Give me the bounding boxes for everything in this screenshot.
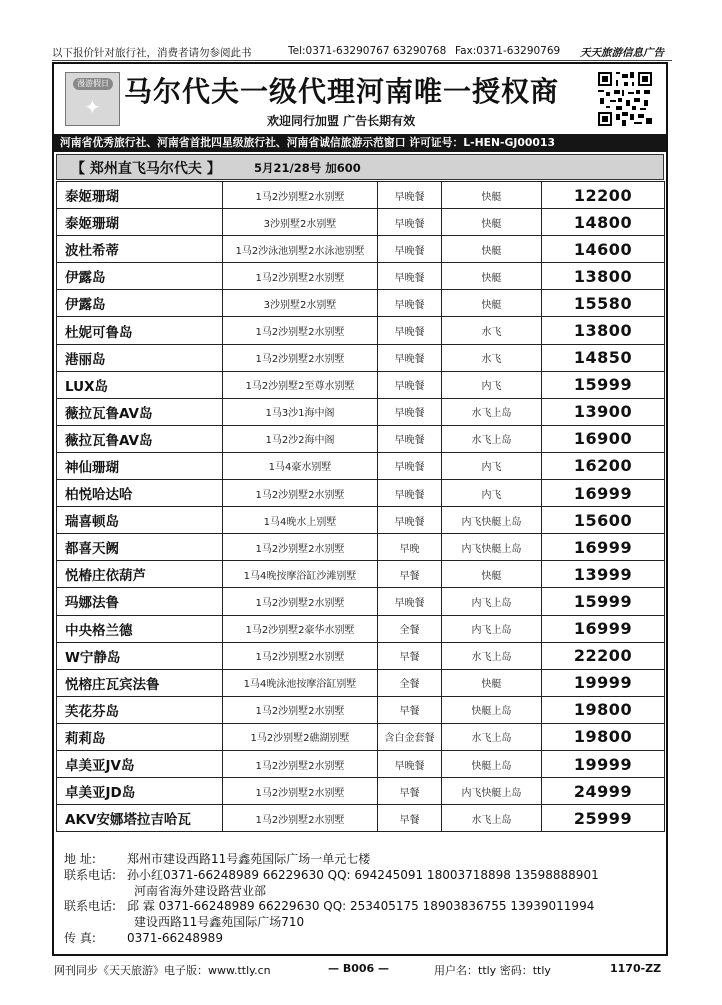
transfer-type: 水飞上岛: [442, 425, 542, 452]
table-row: [57, 642, 665, 669]
room-config: 1马2沙别墅2水别墅: [223, 588, 378, 615]
meal-plan: 早晚餐: [378, 588, 442, 615]
meal-plan: 早晚餐: [378, 425, 442, 452]
transfer-type: 内飞: [442, 452, 542, 479]
transfer-type: 快艇: [442, 209, 542, 236]
page-number: — B006 —: [328, 962, 390, 975]
qr-code-icon: [596, 70, 654, 128]
transfer-type: 内飞上岛: [442, 615, 542, 642]
route-header: [56, 154, 664, 180]
transfer-type: 内飞: [442, 480, 542, 507]
room-config: 1马2沙别墅2水别墅: [223, 182, 378, 209]
transfer-type: 内飞快艇上岛: [442, 534, 542, 561]
transfer-type: 水飞: [442, 344, 542, 371]
table-row: [57, 371, 665, 398]
footer-line: [52, 960, 672, 978]
meal-plan: 早晚餐: [378, 452, 442, 479]
meal-plan: 早餐: [378, 805, 442, 832]
meal-plan: 早餐: [378, 642, 442, 669]
package-price: 15600: [542, 507, 665, 534]
transfer-type: 快艇: [442, 236, 542, 263]
room-config: 3沙别墅2水别墅: [223, 290, 378, 317]
transfer-type: 内飞上岛: [442, 588, 542, 615]
package-price: 15580: [542, 290, 665, 317]
meal-plan: 早晚餐: [378, 750, 442, 777]
transfer-type: 水飞上岛: [442, 723, 542, 750]
meal-plan: 早晚餐: [378, 480, 442, 507]
transfer-type: 内飞快艇上岛: [442, 507, 542, 534]
room-config: 1马2沙别墅2水别墅: [223, 344, 378, 371]
package-price: 25999: [542, 805, 665, 832]
package-price: 19999: [542, 750, 665, 777]
table-row: [57, 182, 665, 209]
room-config: 1马2沙别墅2水别墅: [223, 263, 378, 290]
transfer-type: 快艇: [442, 182, 542, 209]
package-price: 15999: [542, 371, 665, 398]
issue-code: 1170-ZZ: [610, 962, 662, 975]
address-label: 地 址:: [64, 852, 96, 866]
resort-name: 伊露岛: [57, 263, 223, 290]
table-row: [57, 723, 665, 750]
table-row: [57, 561, 665, 588]
resort-name: 杜妮可鲁岛: [57, 317, 223, 344]
header-line: [52, 42, 672, 61]
resort-name: 薇拉瓦鲁AV岛: [57, 425, 223, 452]
room-config: 1马4豪水别墅: [223, 452, 378, 479]
meal-plan: 早晚餐: [378, 344, 442, 371]
resort-name: 芙花芬岛: [57, 696, 223, 723]
address2-value: 建设西路11号鑫苑国际广场710: [134, 915, 305, 930]
room-config: 1马2沙别墅2至尊水别墅: [223, 371, 378, 398]
table-row: [57, 209, 665, 236]
transfer-type: 快艇: [442, 263, 542, 290]
table-row: [57, 398, 665, 425]
star-icon: ✦: [84, 95, 101, 119]
transfer-type: 水飞上岛: [442, 642, 542, 669]
table-row: [57, 750, 665, 777]
resort-name: 薇拉瓦鲁AV岛: [57, 398, 223, 425]
package-price: 19800: [542, 696, 665, 723]
transfer-type: 水飞上岛: [442, 805, 542, 832]
meal-plan: 早晚餐: [378, 507, 442, 534]
ad-title: 马尔代夫一级代理河南唯一授权商: [124, 75, 560, 108]
resort-name: LUX岛: [57, 371, 223, 398]
table-row: [57, 480, 665, 507]
meal-plan: 全餐: [378, 615, 442, 642]
room-config: 1马2沙别墅2水别墅: [223, 778, 378, 805]
room-config: 3沙别墅2水别墅: [223, 209, 378, 236]
package-price: 16999: [542, 534, 665, 561]
meal-plan: 早晚餐: [378, 236, 442, 263]
logo-text: 漫游假日: [73, 78, 113, 90]
footer-login: 用户名：ttly 密码：ttly: [434, 964, 551, 977]
resort-name: 泰姬珊瑚: [57, 182, 223, 209]
transfer-type: 快艇上岛: [442, 696, 542, 723]
room-config: 1马2沙别墅2水别墅: [223, 642, 378, 669]
resort-name: 卓美亚JD岛: [57, 778, 223, 805]
package-price: 13800: [542, 317, 665, 344]
meal-plan: 早餐: [378, 561, 442, 588]
table-row: [57, 425, 665, 452]
address-value: 郑州市建设西路11号鑫苑国际广场一单元七楼: [127, 852, 371, 866]
route-title: 【 郑州直飞马尔代夫 】: [71, 161, 221, 177]
room-config: 1马2沙别墅2水别墅: [223, 534, 378, 561]
meal-plan: 早餐: [378, 778, 442, 805]
transfer-type: 水飞上岛: [442, 398, 542, 425]
resort-name: 莉莉岛: [57, 723, 223, 750]
room-config: 1马2沙泳池别墅2水泳池别墅: [223, 236, 378, 263]
package-price: 19800: [542, 723, 665, 750]
meal-plan: 早晚餐: [378, 263, 442, 290]
meal-plan: 早晚餐: [378, 290, 442, 317]
fax-text: Fax:0371-63290769: [455, 45, 561, 57]
table-row: [57, 290, 665, 317]
room-config: 1马3沙1海中阁: [223, 398, 378, 425]
transfer-type: 水飞: [442, 317, 542, 344]
meal-plan: 早晚: [378, 534, 442, 561]
meal-plan: 早晚餐: [378, 317, 442, 344]
room-config: 1马2沙别墅2礁湖别墅: [223, 723, 378, 750]
package-price: 14800: [542, 209, 665, 236]
meal-plan: 早晚餐: [378, 398, 442, 425]
resort-name: 瑞喜顿岛: [57, 507, 223, 534]
room-config: 1马2沙别墅2水别墅: [223, 317, 378, 344]
room-config: 1马4晚按摩浴缸沙滩别墅: [223, 561, 378, 588]
resort-name: 神仙珊瑚: [57, 452, 223, 479]
table-row: [57, 534, 665, 561]
room-config: 1马2沙2海中阁: [223, 425, 378, 452]
resort-name: 悦榕庄瓦宾法鲁: [57, 669, 223, 696]
qualification-bar: 河南省优秀旅行社、河南省首批四星级旅行社、河南省诚信旅游示范窗口 许可证号：L-HEN-GJ00013: [54, 134, 666, 152]
room-config: 1马4晚水上别墅: [223, 507, 378, 534]
package-price: 13900: [542, 398, 665, 425]
ad-subtitle: 欢迎同行加盟 广告长期有效: [267, 114, 416, 128]
room-config: 1马2沙别墅2水别墅: [223, 696, 378, 723]
table-row: [57, 615, 665, 642]
resort-name: 柏悦哈达哈: [57, 480, 223, 507]
package-price: 13999: [542, 561, 665, 588]
table-row: [57, 236, 665, 263]
transfer-type: 内飞快艇上岛: [442, 778, 542, 805]
agency-logo: [65, 72, 120, 126]
transfer-type: 快艇: [442, 290, 542, 317]
resort-name: 港丽岛: [57, 344, 223, 371]
package-price: 16200: [542, 452, 665, 479]
transfer-type: 快艇: [442, 669, 542, 696]
meal-plan: 早晚餐: [378, 209, 442, 236]
package-price: 22200: [542, 642, 665, 669]
meal-plan: 全餐: [378, 669, 442, 696]
table-row: [57, 317, 665, 344]
table-row: [57, 344, 665, 371]
resort-name: 悦椿庄依葫芦: [57, 561, 223, 588]
meal-plan: 含白金套餐: [378, 723, 442, 750]
brand-text: 天天旅游信息广告: [580, 47, 664, 59]
transfer-type: 快艇上岛: [442, 750, 542, 777]
resort-name: W宁静岛: [57, 642, 223, 669]
package-price: 16900: [542, 425, 665, 452]
phone2-value: 邱 霖 0371-66248989 66229630 QQ: 253405175 18903836755 13939011994: [127, 899, 595, 914]
ad-frame: [52, 62, 668, 956]
room-config: 1马2沙别墅2水别墅: [223, 750, 378, 777]
package-price: 14850: [542, 344, 665, 371]
price-table: [56, 181, 665, 832]
resort-name: 玛娜法鲁: [57, 588, 223, 615]
room-config: 1马2沙别墅2水别墅: [223, 805, 378, 832]
package-price: 16999: [542, 615, 665, 642]
fax-value: 0371-66248989: [127, 930, 223, 945]
resort-name: 泰姬珊瑚: [57, 209, 223, 236]
table-row: [57, 588, 665, 615]
footer-website: 网刊同步《天天旅游》电子版：www.ttly.cn: [54, 964, 271, 977]
notice-text: 以下报价针对旅行社，消费者请勿参阅此书: [52, 47, 252, 59]
table-row: [57, 263, 665, 290]
resort-name: AKV安娜塔拉吉哈瓦: [57, 805, 223, 832]
package-price: 19999: [542, 669, 665, 696]
package-price: 14600: [542, 236, 665, 263]
resort-name: 都喜天阙: [57, 534, 223, 561]
fax-label: 传 真:: [64, 930, 96, 945]
table-row: [57, 452, 665, 479]
transfer-type: 快艇: [442, 561, 542, 588]
package-price: 24999: [542, 778, 665, 805]
package-price: 16999: [542, 480, 665, 507]
dept-value: 河南省海外建设路营业部: [134, 883, 267, 898]
ad-banner: [54, 64, 666, 134]
resort-name: 中央格兰德: [57, 615, 223, 642]
room-config: 1马2沙别墅2豪华水别墅: [223, 615, 378, 642]
resort-name: 伊露岛: [57, 290, 223, 317]
meal-plan: 早晚餐: [378, 182, 442, 209]
package-price: 13800: [542, 263, 665, 290]
package-price: 15999: [542, 588, 665, 615]
table-row: [57, 805, 665, 832]
phone1-label: 联系电话:: [64, 867, 117, 882]
room-config: 1马4晚泳池按摩浴缸别墅: [223, 669, 378, 696]
resort-name: 卓美亚JV岛: [57, 750, 223, 777]
table-row: [57, 669, 665, 696]
resort-name: 波杜希蒂: [57, 236, 223, 263]
table-row: [57, 778, 665, 805]
table-row: [57, 696, 665, 723]
route-note: 5月21/28号 加600: [254, 161, 361, 175]
phone2-label: 联系电话:: [64, 899, 117, 914]
phone1-value: 孙小红0371-66248989 66229630 QQ: 694245091 18003718898 13598888901: [127, 867, 599, 882]
meal-plan: 早晚餐: [378, 371, 442, 398]
room-config: 1马2沙别墅2水别墅: [223, 480, 378, 507]
package-price: 12200: [542, 182, 665, 209]
tel-text: Tel:0371-63290767 63290768: [288, 45, 447, 57]
transfer-type: 内飞: [442, 371, 542, 398]
meal-plan: 早餐: [378, 696, 442, 723]
table-row: [57, 507, 665, 534]
